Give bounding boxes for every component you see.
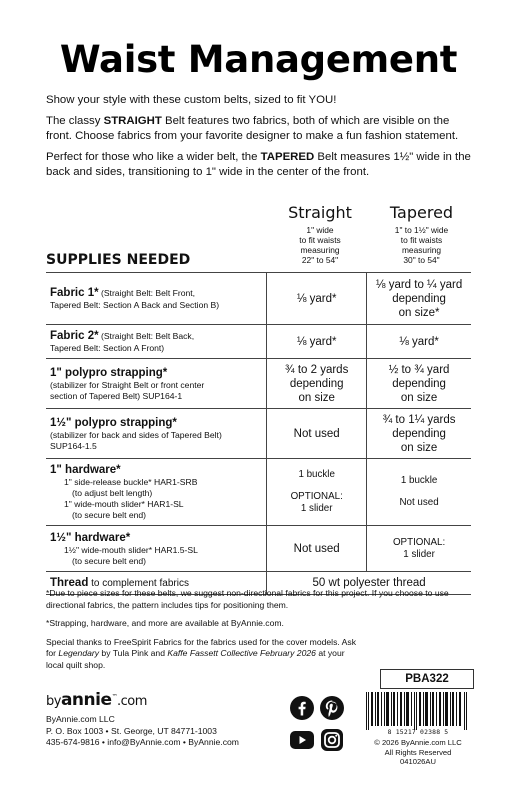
thread-name: Thread <box>50 577 89 589</box>
thread-both: 50 wt polyester thread <box>267 572 471 595</box>
tapered-header-sub <box>370 225 473 265</box>
fabric1-tapered-l3: on size* <box>398 306 440 319</box>
table-row <box>46 359 471 409</box>
straight-sub-l3: measuring <box>300 245 340 255</box>
hardware1-tapered <box>367 459 471 526</box>
polypro1-straight-l2: depending <box>289 377 344 390</box>
hardware1-tapered-top: 1 buckle <box>400 475 438 486</box>
polypro15-tapered-l1: ¾ to 1¼ yards <box>382 413 456 426</box>
hardware15-l2: (to secure belt end) <box>72 555 147 566</box>
intro-paragraph-2 <box>46 114 478 144</box>
logo-by: by <box>46 694 61 709</box>
straight-header-title: Straight <box>288 203 352 222</box>
thanks-c: at your local quilt shop. <box>46 648 345 670</box>
footnote-directional: *Due to piece sizes for these belts, we suggest non-directional fabrics for this project. If you choose to use directional fabrics, the pattern includes tips for positioning them. <box>46 588 449 610</box>
polypro1-straight-l3: on size <box>298 391 335 404</box>
pattern-code-box: PBA322 <box>380 669 474 689</box>
straight-sub-l1: 1" wide <box>306 225 334 235</box>
thanks-italic-2: Kaffe Fassett Collective February 2026 <box>167 648 316 658</box>
fabric2-name: Fabric 2* <box>50 330 99 342</box>
logo-tm: ™ <box>111 693 117 701</box>
tapered-sub-l2: to fit waists <box>400 235 443 245</box>
page-title: Waist Management <box>59 38 458 81</box>
intro-p2-bold: STRAIGHT <box>103 115 162 127</box>
copyright-line-3: 041026AU <box>400 757 436 766</box>
straight-header-sub <box>270 225 370 265</box>
facebook-icon[interactable] <box>290 696 314 720</box>
polypro15-tapered <box>367 409 471 459</box>
intro-p2-post: Belt features two fabrics, both of which are visible on the front. Choose fabrics from your favorite designer to make a fun fashion statement. <box>46 115 459 142</box>
copyright-line-2: All Rights Reserved <box>384 747 452 757</box>
hardware1-l2: (to adjust belt length) <box>72 488 153 498</box>
table-row <box>46 459 471 526</box>
polypro15-desc2: SUP164-1.5 <box>50 440 97 451</box>
hardware15-l1: 1½" wide-mouth slider* HAR1.5-SL <box>64 544 198 555</box>
fabric2-desc1: (Straight Belt: Belt Back, <box>98 331 195 341</box>
footnote-thanks <box>46 637 356 672</box>
barcode-digits: 8 15217 02388 5 <box>387 728 449 736</box>
hardware1-straight-bot2: 1 slider <box>300 503 333 514</box>
table-row <box>46 526 471 572</box>
intro-paragraph-3 <box>46 150 478 180</box>
polypro1-name: 1" polypro strapping* <box>50 366 168 379</box>
fabric2-straight: ⅛ yard* <box>267 325 367 359</box>
intro-p3-pre: Perfect for those who like a wider belt, the <box>46 151 261 163</box>
hardware15-tapered <box>367 526 471 572</box>
polypro15-straight: Not used <box>267 409 367 459</box>
thanks-a: Special thanks to FreeSpirit Fabrics for the fabrics used for the cover models. Ask for <box>46 636 356 658</box>
hardware1-name: 1" hardware* <box>50 464 121 476</box>
polypro15-cell <box>46 409 267 459</box>
hardware15-tapered-l2: 1 slider <box>403 548 435 560</box>
supplies-table <box>46 272 471 595</box>
hardware1-l1: 1" side-release buckle* HAR1-SRB <box>64 477 198 487</box>
hardware1-straight-top: 1 buckle <box>298 469 335 480</box>
polypro15-tapered-l2: depending <box>392 427 446 440</box>
youtube-icon[interactable] <box>290 728 314 752</box>
hardware1-straight-bot1: OPTIONAL: <box>290 491 343 502</box>
address <box>46 714 239 749</box>
straight-column-header <box>270 203 370 265</box>
copyright <box>362 738 474 767</box>
polypro1-desc2: section of Tapered Belt) SUP164-1 <box>50 390 183 401</box>
fabric1-tapered <box>367 273 471 325</box>
hardware1-l4: (to secure belt end) <box>72 510 147 520</box>
hardware1-l3: 1" wide-mouth slider* HAR1-SL <box>64 499 184 509</box>
polypro1-desc1: (stabilizer for Straight Belt or front center <box>50 379 205 390</box>
straight-sub-l4: 22" to 54" <box>301 255 339 265</box>
polypro1-cell <box>46 359 267 409</box>
fabric1-desc1: (Straight Belt: Belt Front, <box>98 288 196 298</box>
intro-paragraph-1: Show your style with these custom belts, sized to fit YOU! <box>46 94 337 106</box>
tapered-header-title: Tapered <box>389 203 454 222</box>
polypro1-tapered-l1: ½ to ¾ yard <box>388 363 450 376</box>
table-row <box>46 325 471 359</box>
tapered-column-header <box>370 203 473 265</box>
address-line-3: 435-674-9816 • info@ByAnnie.com • ByAnnie.com <box>46 737 239 747</box>
hardware15-name: 1½" hardware* <box>50 531 131 544</box>
table-row <box>46 409 471 459</box>
hardware1-straight <box>267 459 367 526</box>
fabric2-desc2: Tapered Belt: Section A Front) <box>50 343 165 353</box>
polypro15-desc1: (stabilizer for back and sides of Tapered Belt) <box>50 429 222 440</box>
polypro1-tapered <box>367 359 471 409</box>
intro-p3-bold: TAPERED <box>260 151 315 163</box>
hardware15-straight: Not used <box>267 526 367 572</box>
fabric2-tapered: ⅛ yard* <box>367 325 471 359</box>
tapered-sub-l3: measuring <box>401 245 442 255</box>
polypro15-tapered-l3: on size <box>400 441 438 454</box>
address-line-1: ByAnnie.com LLC <box>46 714 115 724</box>
table-row <box>46 273 471 325</box>
intro-p2-pre: The classy <box>46 115 104 127</box>
polypro15-name: 1½" polypro strapping* <box>50 416 177 429</box>
hardware1-tapered-bot: Not used <box>399 497 439 508</box>
fabric2-cell <box>46 325 267 359</box>
hardware15-cell <box>46 526 267 572</box>
tapered-sub-l1: 1" to 1½" wide <box>394 225 449 235</box>
footnotes <box>46 588 476 678</box>
fabric1-name: Fabric 1* <box>50 287 99 299</box>
footnote-availability: *Strapping, hardware, and more are available at ByAnnie.com. <box>46 618 284 628</box>
fabric1-tapered-l2: depending <box>392 292 446 305</box>
intro-p3-post: Belt measures 1½" wide in the back and sides, transitioning to 1" wide in the center of the front. <box>46 151 471 178</box>
straight-sub-l2: to fit waists <box>299 235 341 245</box>
barcode <box>364 692 471 730</box>
byannie-logo[interactable] <box>46 690 147 710</box>
thanks-italic-1: Legendary <box>58 648 100 658</box>
tapered-sub-l4: 30" to 54" <box>403 255 440 265</box>
instagram-icon[interactable] <box>320 728 344 752</box>
supplies-heading: SUPPLIES NEEDED <box>46 252 191 268</box>
address-line-2: P. O. Box 1003 • St. George, UT 84771-1003 <box>46 725 217 736</box>
fabric1-straight: ⅛ yard* <box>267 273 367 325</box>
copyright-line-1: © 2026 ByAnnie.com LLC <box>374 738 462 747</box>
polypro1-tapered-l2: depending <box>392 377 446 390</box>
social-icons <box>290 696 350 756</box>
polypro1-straight <box>267 359 367 409</box>
thanks-b: by Tula Pink and <box>99 648 168 658</box>
fabric1-desc2: Tapered Belt: Section A Back and Section B) <box>50 300 220 310</box>
hardware1-cell <box>46 459 267 526</box>
hardware15-tapered-l1: OPTIONAL: <box>392 536 446 548</box>
logo-com: .com <box>117 694 147 709</box>
intro-text <box>46 93 478 186</box>
pinterest-icon[interactable] <box>320 696 344 720</box>
polypro1-tapered-l3: on size <box>400 391 438 404</box>
polypro1-straight-l1: ¾ to 2 yards <box>285 363 349 376</box>
fabric1-cell <box>46 273 267 325</box>
thread-desc: to complement fabrics <box>88 578 189 589</box>
logo-annie: annie <box>60 690 112 710</box>
fabric1-tapered-l1: ⅛ yard to ¼ yard <box>375 278 463 291</box>
